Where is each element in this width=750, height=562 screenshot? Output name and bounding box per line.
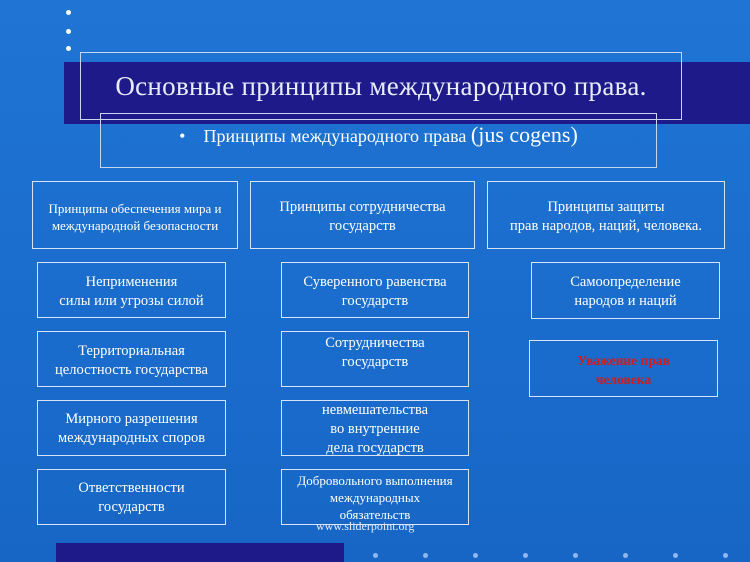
principle-territorial-integrity: Территориальная целостность государства xyxy=(37,331,226,387)
footer-band xyxy=(56,543,344,562)
column-header-rights: Принципы защиты прав народов, наций, человека. xyxy=(487,181,725,249)
decor-dot xyxy=(673,553,678,558)
bullet-icon: • xyxy=(179,126,186,146)
principle-state-responsibility: Ответственности государств xyxy=(37,469,226,525)
decor-dot xyxy=(66,29,71,34)
principle-human-rights: Уважение прав человека xyxy=(529,340,718,397)
decor-dot xyxy=(523,553,528,558)
principle-sovereign-equality: Суверенного равенства государств xyxy=(281,262,469,318)
principle-peaceful-settlement: Мирного разрешения международных споров xyxy=(37,400,226,456)
decor-dot xyxy=(423,553,428,558)
column-header-cooperation: Принципы сотрудничества государств xyxy=(250,181,475,249)
page-title: Основные принципы международного права. xyxy=(115,70,647,101)
decor-dot xyxy=(473,553,478,558)
decor-dot xyxy=(723,553,728,558)
principle-self-determination: Самоопределение народов и наций xyxy=(531,262,720,319)
title-frame xyxy=(80,52,682,120)
decor-dot xyxy=(623,553,628,558)
subtitle-text: Принципы международного права xyxy=(203,126,471,146)
subtitle-latin: (jus cogens) xyxy=(470,122,578,147)
principle-non-intervention: невмешательства во внутренние дела государств xyxy=(281,400,469,456)
principle-non-use-of-force: Неприменения силы или угрозы силой xyxy=(37,262,226,318)
decor-dot xyxy=(573,553,578,558)
subtitle-frame xyxy=(100,113,657,168)
decor-dot xyxy=(66,46,71,51)
principle-good-faith: Добровольного выполнения международных обязательств xyxy=(281,469,469,525)
decor-dot xyxy=(66,10,71,15)
subtitle xyxy=(179,122,578,148)
footer-url: www.sliderpoint.org xyxy=(316,519,415,533)
principle-cooperation: Сотрудничества государств xyxy=(281,331,469,387)
decor-dot xyxy=(373,553,378,558)
column-header-peace: Принципы обеспечения мира и международной безопасности xyxy=(32,181,238,249)
